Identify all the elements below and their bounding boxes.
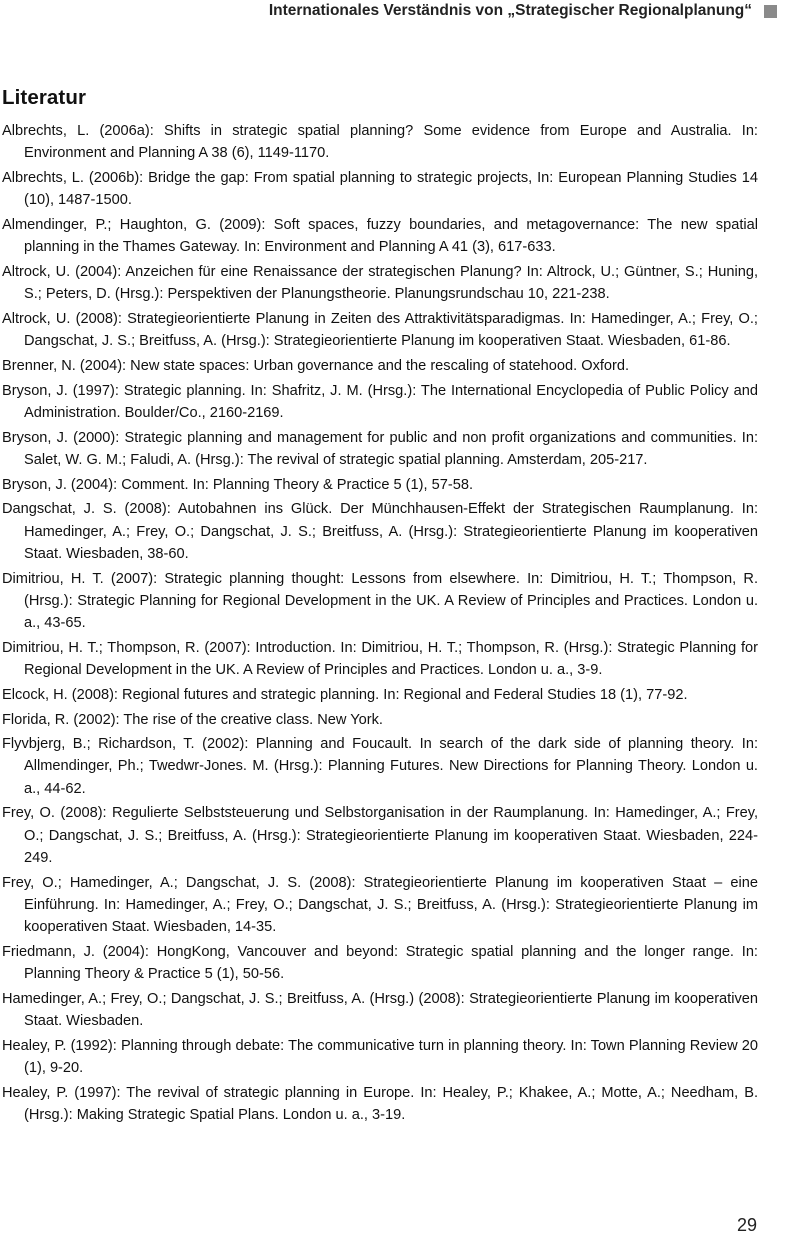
reference-entry: Dangschat, J. S. (2008): Autobahnen ins Glück. Der Münchhausen-Effekt der Strategischen Raumplanung. In: Hamedinger, A.; Frey, O.; Dangschat, J. S.; Breitfuss, A. (Hrsg.): Strategieorientierte Planung im kooperativen Staat. Wiesbaden, 38-60.	[2, 501, 758, 562]
reference-entry: Almendinger, P.; Haughton, G. (2009): Soft spaces, fuzzy boundaries, and metagovernance: The new spatial planning in the Thames Gateway. In: Environment and Planning A 41 (3), 617-633.	[2, 216, 758, 256]
page-number: 29	[736, 1215, 757, 1235]
reference-entry: Albrechts, L. (2006b): Bridge the gap: From spatial planning to strategic projects, In: European Planning Studies 14 (10), 1487-1500.	[2, 169, 758, 209]
reference-entry: Florida, R. (2002): The rise of the creative class. New York.	[2, 711, 383, 728]
reference-entry: Dimitriou, H. T.; Thompson, R. (2007): Introduction. In: Dimitriou, H. T.; Thompson, R. (Hrsg.): Strategic Planning for Regional Development in the UK. A Review of Principles and Practices. London u. a., 3-9.	[2, 639, 758, 679]
reference-entry: Frey, O. (2008): Regulierte Selbststeuerung und Selbstorganisation in der Raumplanung. In: Hamedinger, A.; Frey, O.; Dangschat, J. S.; Breitfuss, A. (Hrsg.): Strategieorientierte Planung im kooperativen Staat. Wiesbaden, 224-249.	[2, 805, 758, 867]
reference-entry: Brenner, N. (2004): New state spaces: Urban governance and the rescaling of statehood. Oxford.	[2, 357, 630, 374]
running-header	[269, 0, 777, 22]
reference-list	[2, 120, 758, 1129]
reference-entry: Bryson, J. (2004): Comment. In: Planning Theory & Practice 5 (1), 57-58.	[2, 476, 473, 493]
reference-entry: Frey, O.; Hamedinger, A.; Dangschat, J. S. (2008): Strategieorientierte Planung im kooperativen Staat – eine Einführung. In: Hamedinger, A.; Frey, O.; Dangschat, J. S.; Breitfuss, A. (Hrsg.): Strategieorientierte Planung im kooperativen Staat. Wiesbaden, 14-35.	[2, 874, 758, 936]
square-marker-icon	[764, 5, 777, 18]
reference-entry: Friedmann, J. (2004): HongKong, Vancouver and beyond: Strategic spatial planning and the longer range. In: Planning Theory & Practice 5 (1), 50-56.	[2, 944, 758, 983]
reference-entry: Healey, P. (1997): The revival of strategic planning in Europe. In: Healey, P.; Khakee, A.; Motte, A.; Needham, B. (Hrsg.): Making Strategic Spatial Plans. London u. a., 3-19.	[2, 1084, 758, 1124]
reference-entry: Flyvbjerg, B.; Richardson, T. (2002): Planning and Foucault. In search of the dark side of planning theory. In: Allmendinger, Ph.; Twedwr-Jones. M. (Hrsg.): Planning Futures. New Directions for Planning Theory. London u. a., 44-62.	[2, 736, 758, 797]
reference-entry: Hamedinger, A.; Frey, O.; Dangschat, J. S.; Breitfuss, A. (Hrsg.) (2008): Strategieorientierte Planung im kooperativen Staat. Wiesbaden.	[2, 991, 758, 1030]
section-heading: Literatur	[2, 86, 87, 109]
reference-entry: Elcock, H. (2008): Regional futures and strategic planning. In: Regional and Federal Studies 18 (1), 77-92.	[2, 686, 688, 703]
reference-entry: Altrock, U. (2008): Strategieorientierte Planung in Zeiten des Attraktivitätsparadigmas. In: Hamedinger, A.; Frey, O.; Dangschat, J. S.; Breitfuss, A. (Hrsg.): Strategieorientierte Planung im kooperativen Staat. Wiesbaden, 61-86.	[2, 310, 758, 350]
reference-entry: Bryson, J. (2000): Strategic planning and management for public and non profit organizations and communities. In: Salet, W. G. M.; Faludi, A. (Hrsg.): The revival of strategic spatial planning. Amsterdam, 205-217.	[2, 429, 758, 468]
reference-entry: Dimitriou, H. T. (2007): Strategic planning thought: Lessons from elsewhere. In: Dimitriou, H. T.; Thompson, R. (Hrsg.): Strategic Planning for Regional Development in the UK. A Review of Principles and Practices. London u. a., 43-65.	[2, 570, 758, 632]
reference-entry: Healey, P. (1992): Planning through debate: The communicative turn in planning theory. In: Town Planning Review 20 (1), 9-20.	[2, 1038, 758, 1077]
running-title: Internationales Verständnis von „Strategischer Regionalplanung“	[268, 2, 752, 19]
reference-entry: Albrechts, L. (2006a): Shifts in strategic spatial planning? Some evidence from Europe and Australia. In: Environment and Planning A 38 (6), 1149-1170.	[2, 123, 758, 162]
reference-entry: Bryson, J. (1997): Strategic planning. In: Shafritz, J. M. (Hrsg.): The International Encyclopedia of Public Policy and Administration. Boulder/Co., 2160-2169.	[2, 382, 758, 421]
reference-entry: Altrock, U. (2004): Anzeichen für eine Renaissance der strategischen Planung? In: Altrock, U.; Güntner, S.; Huning, S.; Peters, D. (Hrsg.): Perspektiven der Planungstheorie. Planungsrundschau 10, 221-238.	[2, 263, 758, 303]
